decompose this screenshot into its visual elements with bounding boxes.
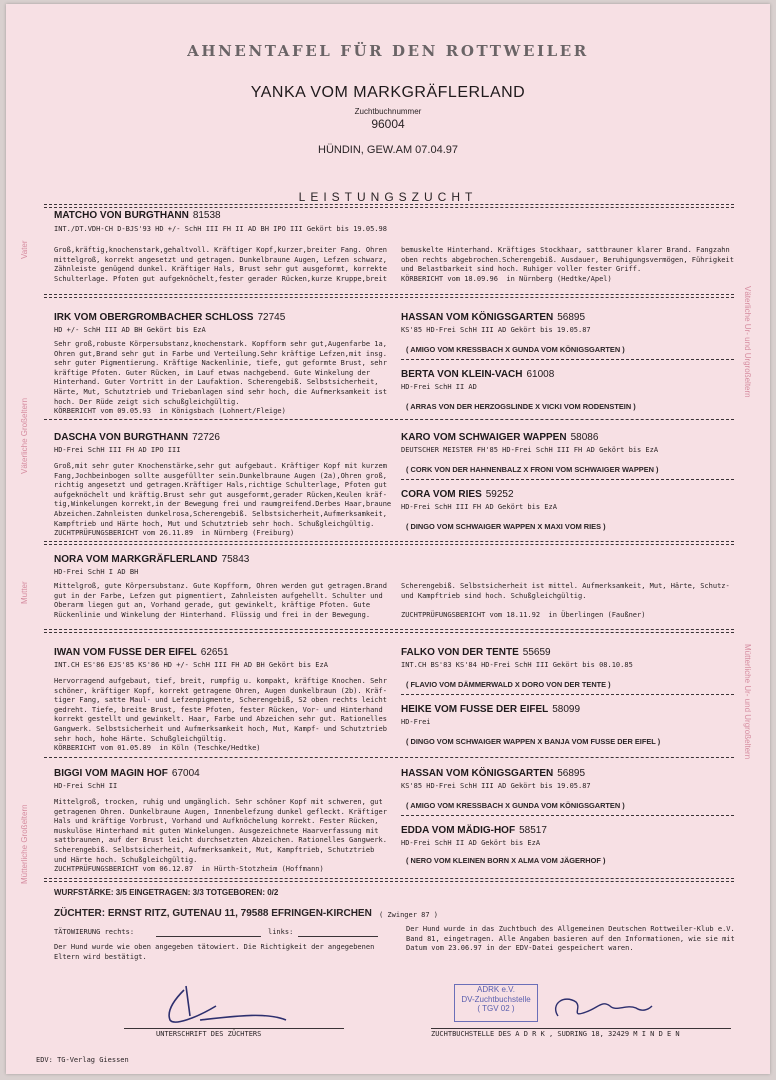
ggp5-name: FALKO VON DER TENTE 55659 [401, 647, 551, 658]
divider [44, 541, 734, 542]
mother-titles: HD-Frei SchH I AD BH [54, 568, 139, 576]
divider [44, 204, 734, 208]
registration-note: Der Hund wurde in das Zuchtbuch des Allgemeinen Deutschen Rottweiler-Klub e.V. Band 81, eingetragen. Alle Angaben basieren auf den Informationen, wie sie mit Datum vom 23.06.97 in der EDV-Datei gespeichert waren. [406, 925, 735, 952]
side-label-urgross-m: Mütterliche Ur- und Urgroßeltern [743, 644, 752, 760]
father-name: MATCHO VON BURGTHANN 81538 [54, 210, 221, 221]
maternal-grandmother-titles: HD-Frei SchH II [54, 782, 118, 790]
breeder: ZÜCHTER: ERNST RITZ, GUTENAU 11, 79588 EFRINGEN-KIRCHEN [54, 908, 372, 919]
dog-name: YANKA VOM MARKGRÄFLERLAND [250, 84, 526, 101]
section-title: LEISTUNGSZUCHT [298, 190, 478, 204]
ggp5-parents: ( FLAVIO VOM DÄMMERWALD X DORO VON DER TENTE ) [406, 680, 611, 689]
registry-signature [546, 990, 656, 1026]
tattoo-left-label: links: [268, 928, 294, 936]
ggp8-titles: HD-Frei SchH II AD Gekört bis EzA [401, 839, 541, 847]
father-description-left: Groß,kräftig,knochenstark,gehaltvoll. Kräftiger Kopf,kurzer,breiter Fang. Ohren mittelgroß, korrekt angesetzt und getragen. Dunkelbraune Augen, Lefzen schwarz, Zähnleiste genügend dunkel. Kräftiger Hals, Brust sehr gut ausgeformt, korrekte Schulterlage. Pfoten gut aufgeknöchelt,fester gerader Rücken,kurze Kruppe,breit [54, 246, 387, 283]
breeder-signature-label: UNTERSCHRIFT DES ZÜCHTERS [156, 1030, 262, 1038]
divider [44, 297, 734, 298]
tattoo-left-line [298, 936, 378, 937]
signature-line-right [431, 1028, 731, 1029]
divider [44, 632, 734, 633]
side-label-grosseltern-v: Väterliche Großeltern [20, 397, 29, 474]
document-title: AHNENTAFEL FÜR DEN ROTTWEILER [187, 42, 589, 60]
side-label-mutter: Mutter [20, 581, 29, 604]
ggp4-parents: ( DINGO VOM SCHWAIGER WAPPEN X MAXI VOM RIES ) [406, 522, 606, 531]
side-label-grosseltern-m: Mütterliche Großeltern [20, 804, 29, 884]
zuchtbuch-number: 96004 [371, 117, 405, 131]
ggp4-name: CORA VOM RIES 59252 [401, 489, 514, 500]
divider [44, 419, 734, 420]
ggp7-name: HASSAN VOM KÖNIGSGARTEN 56895 [401, 768, 586, 779]
paternal-grandfather-description: Sehr groß,robuste Körpersubstanz,knochenstark. Kopfform sehr gut,Augenfarbe 1a, Ohren gut,Brand sehr gut in Farbe und Verteilung.Sehr kräftige Lefzen,mit insg. sehr guter Pigmentierung. Kräftige Nackenlinie, tiefe, gut geformte Brust, sehr kräftige Pfoten. Guter Rücken, im Lauf etwas nachgebend. Gute Winkelung der Hinterhand. Guter Vortritt in der Laufaktion. Scherengebiß. Selbstsicherheit, Härte, Mut, Schutztrieb und Triebanlagen sind sehr hoch, die Aufmerksamkeit ist hoch. Der Rüde zeigt sich schußgleichgültig. KÖRBERICHT vom 09.05.93 in Königsbach (Lohnert/Fleige) [54, 340, 387, 416]
ggp4-titles: HD-Frei SchH III FH AD Gekört bis EzA [401, 503, 557, 511]
maternal-grandfather-titles: INT.CH ES'86 EJS'85 KS'86 HD +/- SchH III FH AD BH Gekört bis EzA [54, 661, 328, 669]
zuchtbuch-label: Zuchtbuchnummer [354, 107, 422, 116]
divider [401, 479, 734, 480]
ggp3-titles: DEUTSCHER MEISTER FH'85 HD-Frei SchH III FH AD Gekört bis EzA [401, 446, 659, 454]
father-titles: INT./DT.VDH-CH D-BJS'93 HD +/- SchH III FH II AD BH IPO III Gekört bis 19.05.98 [54, 225, 387, 233]
divider [44, 544, 734, 545]
maternal-grandfather-description: Hervorragend aufgebaut, tief, breit, rumpfig u. kompakt, kräftige Knochen. Sehr schöner, kräftiger Kopf, korrekt getragene Ohren, Augen dunkelbraun (2b). Kräf- tiger Fang, satte Maul- und Lefzenpigmente, Scherengebiß, S2 oben rechts leicht gedreht. Tiefe, breite Brust, feste Pfoten, fester Rücken, Vor- und Hinterhand korrekt gestellt und gewinkelt. Haar, Farbe und Abzeichen sehr gut. Rationelles Gangwerk. Selbstsicherheit und Aufmerksamkeit hoch, Mut, Kampf- und Schutztrieb sehr hoch, hohe Härte. Schußgleichgültig. KÖRBERICHT vom 01.05.89 in Köln (Teschke/Hedtke) [54, 677, 387, 753]
stamp-line-1: ADRK e.V. [477, 985, 515, 994]
paternal-grandfather-titles: HD +/- SchH III AD BH Gekört bis EzA [54, 326, 206, 334]
divider [401, 359, 734, 360]
divider [401, 694, 734, 695]
ggp3-parents: ( CORK VON DER HAHNENBALZ X FRONI VOM SCHWAIGER WAPPEN ) [406, 465, 659, 474]
divider [44, 878, 734, 882]
divider [44, 757, 734, 758]
tattoo-right-label: TÄTOWIERUNG rechts: [54, 928, 135, 936]
litter-stats: WURFSTÄRKE: 3/5 EINGETRAGEN: 3/3 TOTGEBOREN: 0/2 [54, 888, 279, 897]
ggp5-titles: INT.CH BS'83 KS'84 HD-Frei SchH III Gekört bis 08.10.85 [401, 661, 633, 669]
ggp2-titles: HD-Frei SchH II AD [401, 383, 477, 391]
ggp7-parents: ( AMIGO VOM KRESSBACH X GUNDA VOM KÖNIGSGARTEN ) [406, 801, 625, 810]
breeder-signature [156, 976, 296, 1028]
edv-note: EDV: TG-Verlag Giessen [36, 1056, 129, 1064]
paternal-grandmother-name: DASCHA VON BURGTHANN 72726 [54, 432, 220, 443]
ggp1-parents: ( AMIGO VOM KRESSBACH X GUNDA VOM KÖNIGSGARTEN ) [406, 345, 625, 354]
kennel-number: ( Zwinger 87 ) [379, 911, 439, 919]
ggp2-name: BERTA VON KLEIN-VACH 61008 [401, 369, 555, 380]
maternal-grandfather-name: IWAN VOM FUSSE DER EIFEL 62651 [54, 647, 229, 658]
side-label-vater: Vater [20, 240, 29, 259]
ggp2-parents: ( ARRAS VON DER HERZOGSLINDE X VICKI VOM RODENSTEIN ) [406, 402, 636, 411]
side-label-urgross-v: Väterliche Ur- und Urgroßeltern [743, 286, 752, 398]
stamp-line-2: DV-Zuchtbuchstelle [461, 994, 531, 1004]
divider [401, 815, 734, 816]
maternal-grandmother-description: Mittelgroß, trocken, ruhig und umgänglich. Sehr schöner Kopf mit schweren, gut getragenen Ohren. Dunkelbraune Augen, Innenbelefzung dunkel gefleckt. Kräftiger Hals und kräftige Vorbrust, Vorhand und Aufknöchelung korrekt. Fester Rücken, muskulöse Hinterhand mit guten Winkelungen. Ausgezeichnete Haarverfassung mit sattbraunen, auf der Brust leicht durchsetzten Abzeichen. Rationelles Gangwerk. Scherengebiß. Selbstsicherheit, Aufmerksamkeit, Mut, Kampftrieb, Schutztrieb und Härte hoch. Schußgleichgültig. ZUCHTPRÜFUNGSBERICHT vom 06.12.87 in Hürth-Stotzheim (Hoffmann) [54, 798, 387, 874]
divider [44, 629, 734, 630]
ggp6-titles: HD-Frei [401, 718, 431, 726]
mother-name: NORA VOM MARKGRÄFLERLAND 75843 [54, 554, 250, 565]
paternal-grandfather-name: IRK VOM OBERGROMBACHER SCHLOSS 72745 [54, 312, 286, 323]
maternal-grandmother-name: BIGGI VOM MAGIN HOF 67004 [54, 768, 200, 779]
signature-line-left [124, 1028, 344, 1029]
paternal-grandmother-description: Groß,mit sehr guter Knochenstärke,sehr gut aufgebaut. Kräftiger Kopf mit kurzem Fang,Jochbeinbogen sollte ausgefüllter sein.Dunkelbraune Augen (2a),Ohren groß, richtig angesetzt und getragen.Kräftiger Hals,richtige Schulterlage, Pfoten gut aufgeknöchelt und kräftig.Brust sehr gut ausgeformt,gerader Rücken,Keulen kräf- tig,Winkelungen korrekt,in der Bewegung frei und raumgreifend.Derbes Haar,braune Abzeichen.Zahnleisten dunkelrosa,Scherengebiß. Selbstsicherheit,Aufmerksamkeit, Kampftrieb und Härte hoch, Mut und Schutztrieb sehr hoch. Schußgleichgültig. ZUCHTPRÜFUNGSBERICHT vom 26.11.89 in Nürnberg (Freiburg) [54, 462, 392, 538]
tattoo-confirmation: Der Hund wurde wie oben angegeben tätowiert. Die Richtigkeit der angegebenen Eltern wird bestätigt. [54, 943, 375, 961]
paternal-grandmother-titles: HD-Frei SchH III FH AD IPO III [54, 446, 181, 454]
tattoo-right-line [156, 936, 261, 937]
sex-birth-date: HÜNDIN, GEW.AM 07.04.97 [318, 144, 458, 156]
ggp8-parents: ( NERO VOM KLEINEN BORN X ALMA VOM JÄGERHOF ) [406, 856, 606, 865]
ggp3-name: KARO VOM SCHWAIGER WAPPEN 58086 [401, 432, 599, 443]
ggp6-name: HEIKE VOM FUSSE DER EIFEL 58099 [401, 704, 581, 715]
divider [44, 294, 734, 295]
mother-description-left: Mittelgroß, gute Körpersubstanz. Gute Kopfform, Ohren werden gut getragen.Brand gut in der Farbe, Lefzen gut pigmentiert, Zahnleisten aufgehellt. Schulter und Oberarm liegen gut an, Vorhand gerade, gut gewinkelt, kräftige Pfoten. Gute Rückenlinie und Winkelung der Hinterhand. Flüssig und frei in der Bewegung. [54, 582, 387, 619]
ggp8-name: EDDA VOM MÄDIG-HOF 58517 [401, 825, 547, 836]
registry-signature-label: ZUCHTBUCHSTELLE DES A D R K , SUDRING 18, 32429 M I N D E N [431, 1030, 680, 1038]
registry-stamp [454, 984, 538, 1022]
father-description-right: bemuskelte Hinterhand. Kräftiges Stockhaar, sattbrauner klarer Brand. Fangzahn oben rechts abgebrochen.Scherengebiß. Ausdauer, Beruhigungsvermögen, Führigkeit und Belastbarkeit sind hoch. Ruhiger voller fester Griff. KÖRBERICHT vom 18.09.96 in Nürnberg (Hedtke/Apel) [401, 246, 734, 283]
ggp7-titles: KS'85 HD-Frei SchH III AD Gekört bis 19.05.87 [401, 782, 591, 790]
ggp6-parents: ( DINGO VOM SCHWAIGER WAPPEN X BANJA VOM FUSSE DER EIFEL ) [406, 737, 661, 746]
ggp1-titles: KS'85 HD-Frei SchH III AD Gekört bis 19.05.87 [401, 326, 591, 334]
pedigree-document [6, 4, 770, 1074]
ggp1-name: HASSAN VOM KÖNIGSGARTEN 56895 [401, 312, 586, 323]
stamp-line-3: ( TGV 02 ) [477, 1004, 515, 1013]
mother-description-right: Scherengebiß. Selbstsicherheit ist mittel. Aufmerksamkeit, Mut, Härte, Schutz- und Kampftrieb sind hoch. Schußgleichgültig. ZUCHTPRÜFUNGSBERICHT vom 18.11.92 in Überlingen (Faußner) [401, 582, 730, 619]
